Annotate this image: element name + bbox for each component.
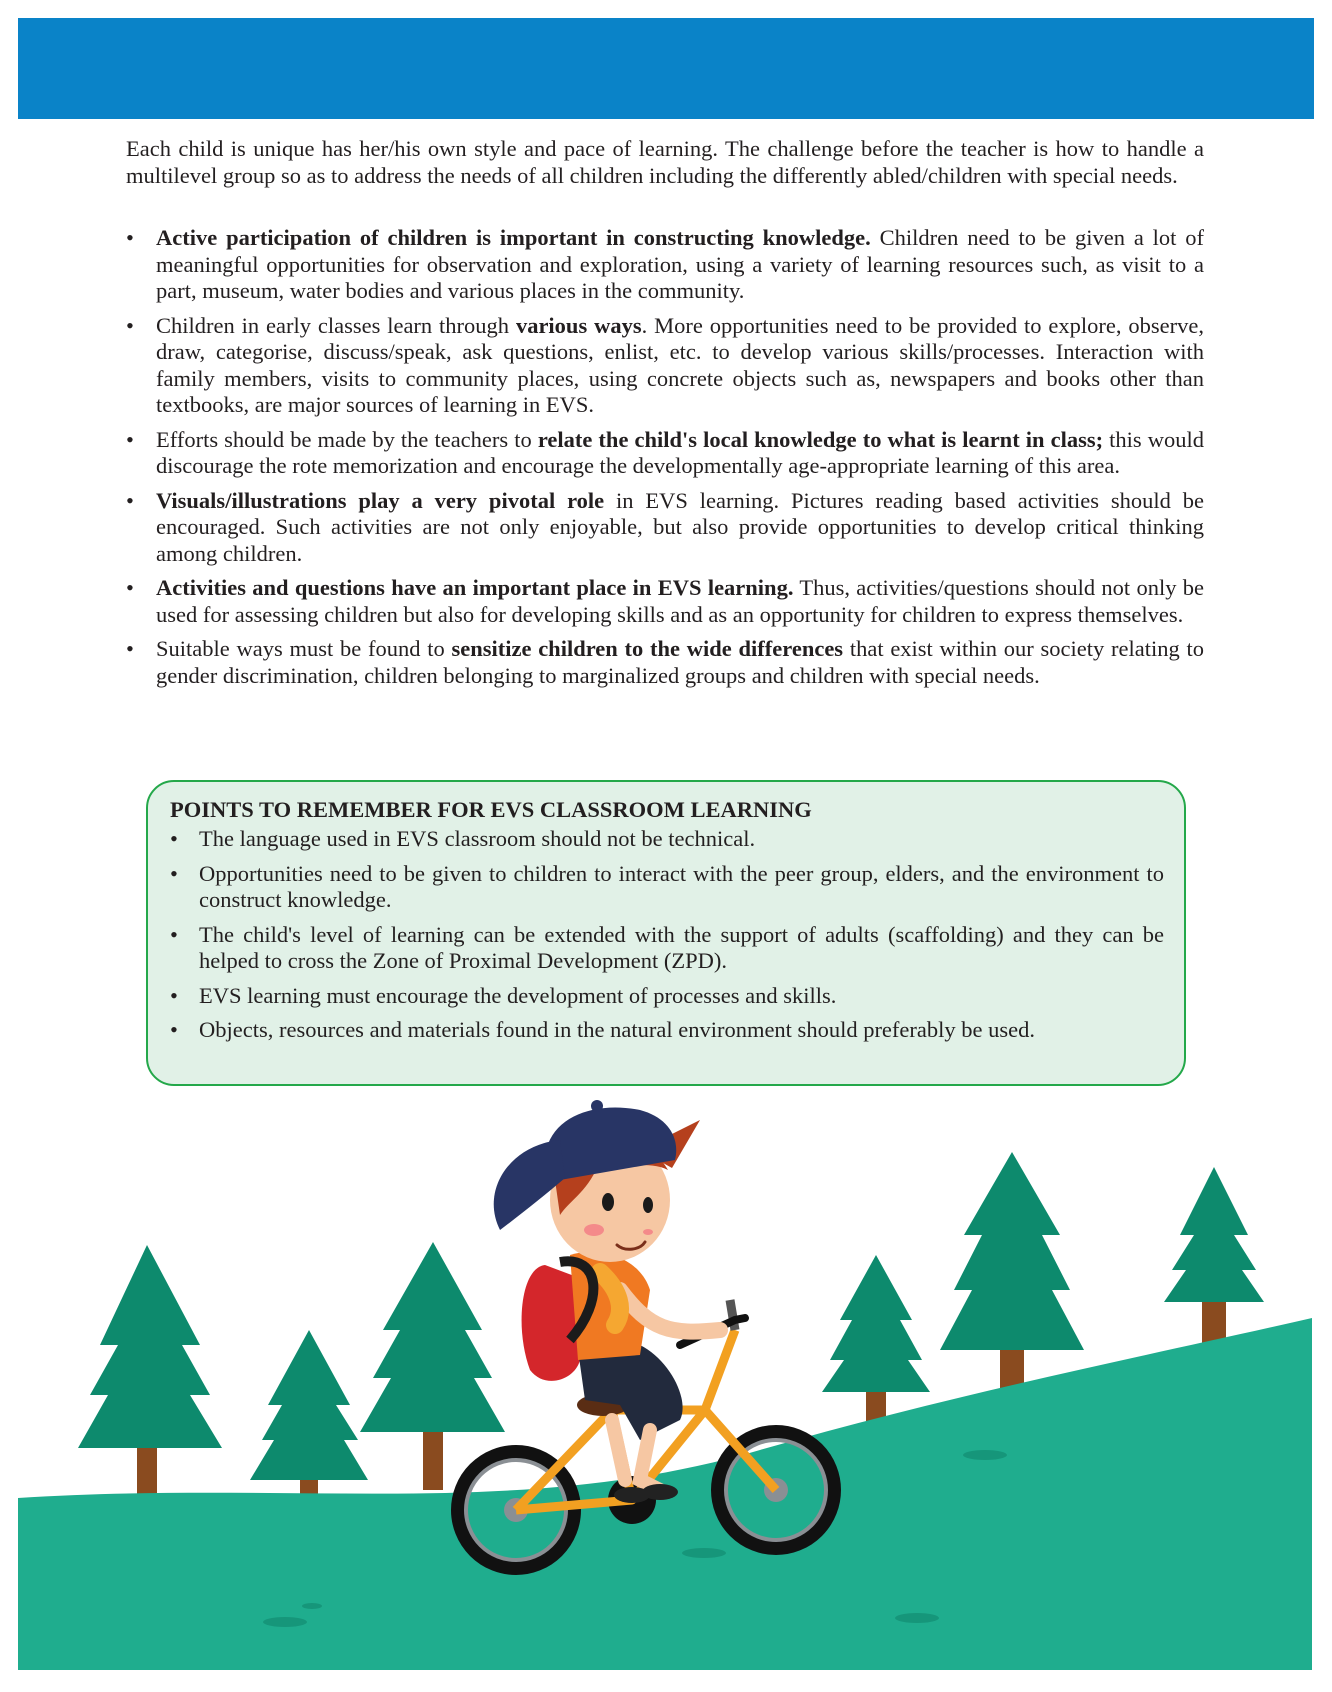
- bullet-icon: •: [170, 860, 178, 886]
- remember-item-text: Objects, resources and materials found in the natural environment should preferably be used.: [199, 1017, 1035, 1042]
- bullet-icon: •: [170, 826, 178, 851]
- boy-icon: [494, 1100, 720, 1503]
- tree-icon: [360, 1242, 505, 1490]
- bullet-icon: •: [170, 1017, 178, 1042]
- list-item: [126, 225, 1204, 305]
- bullet-bold-text: various ways: [515, 312, 642, 338]
- bullet-bold-text: Activities and questions have an important place in EVS learning.: [156, 575, 794, 600]
- box-title: POINTS TO REMEMBER FOR EVS CLASSROOM LEARNING: [170, 797, 812, 822]
- bullet-icon: •: [126, 426, 134, 452]
- bullet-text: in EVS learning. Pictures reading based activities should be encouraged. Such activities are not only enjoyable, but also provide opportunities to develop critical thinking among children.: [156, 487, 1204, 566]
- bullet-bold-text: sensitize children to the wide differences: [451, 636, 844, 661]
- tree-icon: [1164, 1167, 1264, 1350]
- bullet-text: Children need to be given a lot of meaningful opportunities for observation and exploration, using a variety of learning resources such, as visit to a part, museum, water bodies and various places in the community.: [156, 225, 1204, 303]
- list-item: [170, 922, 1164, 975]
- guidelines-list: [126, 225, 1204, 697]
- tree-icon: [78, 1245, 222, 1500]
- bullet-bold-text: Active participation of children is important in constructing knowledge.: [156, 225, 871, 250]
- bullet-text: this would discourage the rote memorization and encourage the developmentally age-appropriate learning of this area.: [156, 426, 1204, 478]
- boy-cycling-illustration: [0, 1090, 1332, 1692]
- remember-list: [170, 826, 1164, 1044]
- list-item: [126, 313, 1204, 419]
- bullet-icon: •: [126, 487, 134, 513]
- remember-item-text: EVS learning must encourage the development of processes and skills.: [199, 982, 837, 1008]
- bullet-icon: •: [126, 312, 134, 338]
- bullet-bold-text: relate the child's local knowledge to what is learnt in class;: [537, 426, 1104, 452]
- tree-icon: [250, 1330, 368, 1500]
- bullet-icon: •: [170, 921, 178, 947]
- intro-paragraph: Each child is unique has her/his own style and pace of learning. The challenge before the teacher is how to handle a multilevel group so as to address the needs of all children including the differently abled/children with special needs.: [126, 136, 1204, 188]
- list-item: [126, 636, 1204, 689]
- remember-item-text: Opportunities need to be given to children to interact with the peer group, elders, and the environment to construct knowledge.: [199, 860, 1164, 912]
- bullet-text: that exist within our society relating to gender discrimination, children belonging to marginalized groups and children with special needs.: [156, 636, 1204, 688]
- bullet-icon: •: [126, 575, 134, 600]
- list-item: [126, 427, 1204, 480]
- list-item: [170, 861, 1164, 914]
- bullet-icon: •: [126, 225, 134, 250]
- list-item: [170, 983, 1164, 1010]
- bullet-text: Suitable ways must be found to: [156, 636, 452, 661]
- tree-icon: [940, 1152, 1084, 1410]
- header-banner: [18, 18, 1314, 119]
- bullet-icon: •: [126, 636, 134, 661]
- bullet-text: Efforts should be made by the teachers to: [156, 426, 538, 452]
- list-item: [126, 488, 1204, 568]
- bullet-icon: •: [170, 982, 178, 1008]
- bullet-text: . More opportunities need to be provided to explore, observe, draw, categorise, discuss/speak, ask questions, enlist, etc. to develop various skills/processes. Interaction with family members, visits to community places, using concrete objects such as, newspapers and books other than textbooks, are major sources of learning in EVS.: [156, 312, 1205, 417]
- bullet-text: Thus, activities/questions should not only be used for assessing children but also for developing skills and as an opportunity for children to express themselves.: [156, 575, 1204, 627]
- points-to-remember-box: [146, 780, 1186, 1086]
- list-item: [170, 826, 1164, 853]
- bullet-text: Children in early classes learn through: [156, 312, 516, 338]
- remember-item-text: The language used in EVS classroom should not be technical.: [199, 826, 756, 851]
- list-item: [126, 575, 1204, 628]
- list-item: [170, 1017, 1164, 1044]
- bullet-bold-text: Visuals/illustrations play a very pivotal role: [156, 487, 605, 513]
- remember-item-text: The child's level of learning can be extended with the support of adults (scaffolding) and they can be helped to cross the Zone of Proximal Development (ZPD).: [199, 921, 1164, 973]
